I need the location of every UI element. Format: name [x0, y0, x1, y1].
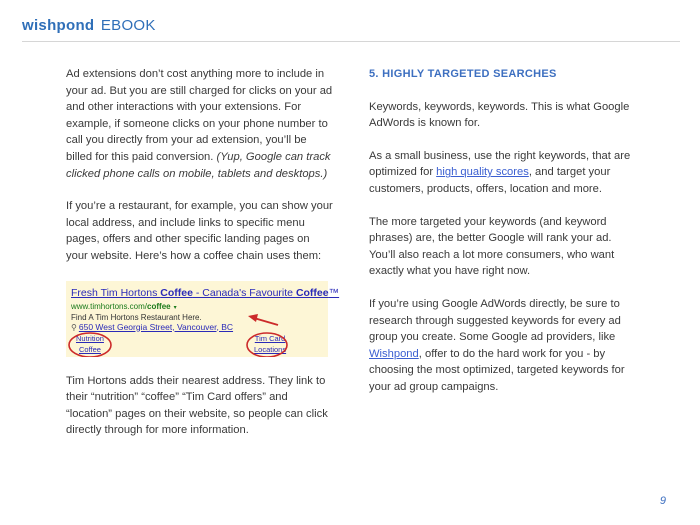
ebook-header: [22, 17, 156, 34]
sitelink-nutrition[interactable]: Nutrition: [76, 333, 104, 343]
section-heading: 5. HIGHLY TARGETED SEARCHES: [369, 68, 557, 80]
page-number: 9: [659, 495, 666, 507]
sitelink-tim-card[interactable]: Tim Card: [254, 333, 286, 343]
sitelink-coffee[interactable]: Coffee: [78, 344, 101, 354]
paragraph-text: Ad extensions don’t cost anything more to include in your ad. But you are still charged for clicks on your ad and other interactions with your extensions. For example, if someone clicks on your phone number to call you directly from your ad extension, you’ll be billed for this paid conversion.: [66, 68, 333, 163]
arrow-head-icon: [248, 314, 258, 322]
annotation-overlay: [66, 281, 328, 357]
annotation-arrow: [254, 318, 278, 325]
header-divider: [22, 41, 680, 42]
paragraph-targeted-keywords: The more targeted your keywords (and keyword phrases) are, the better Google will rank your ad. You’ll also reach a lot more consumers, who want exactly what you have right now.: [369, 215, 615, 278]
sitelink-locations[interactable]: Locations: [254, 344, 287, 354]
paragraph-ad-extensions: [66, 66, 334, 182]
ad-display-url: www.timhortons.com/coffee ▾: [71, 301, 177, 311]
highlight-circle-left: [69, 333, 111, 357]
paragraph-tim-hortons: Tim Hortons adds their nearest address. They link to their “nutrition” “coffee” “Tim Card offers” and “location” pages on their website, so people can click directly through for more information.: [66, 374, 328, 437]
location-pin-icon: ⚲: [71, 322, 77, 332]
caret-down-icon: ▾: [173, 304, 177, 311]
paragraph-small-business: As a small business, use the right keywords, that are optimized for high quality scores, and target your customers, products, offers, location and more.: [369, 149, 631, 195]
ad-description: Find A Tim Hortons Restaurant Here.: [71, 312, 202, 322]
paragraph-restaurant: If you’re a restaurant, for example, you can show your local address, and include links to specific menu pages, offers and other specific landing pages on your website. Here’s how a coffee chain uses them:: [66, 200, 333, 262]
right-column: [369, 66, 637, 412]
ad-address[interactable]: ⚲ 650 West Georgia Street, Vancouver, BC: [71, 321, 234, 332]
high-quality-scores-link[interactable]: high quality scores: [436, 166, 529, 179]
ad-example-image: [66, 281, 340, 357]
italic-note: (Yup, Google can track clicked phone calls on mobile, tablets and desktops.): [66, 150, 331, 180]
ad-headline-link[interactable]: Fresh Tim Hortons Coffee - Canada's Favourite Coffee™: [71, 286, 340, 299]
paragraph-adwords-directly: If you’re using Google AdWords directly, be sure to research through suggested keywords for every ad group you create. Some Google ad providers, like Wishpond, offer to do the hard work for you - by choosing the most optimized, targeted keywords for your ad group campaigns.: [369, 297, 625, 393]
paragraph-keywords: Keywords, keywords, keywords. This is what Google AdWords is known for.: [369, 100, 630, 130]
ebook-label: EBOOK: [100, 17, 156, 34]
left-column: [66, 66, 340, 455]
brand-logo: wishpond: [22, 17, 95, 34]
wishpond-link[interactable]: Wishpond: [369, 347, 419, 360]
highlight-circle-right: [247, 333, 287, 357]
